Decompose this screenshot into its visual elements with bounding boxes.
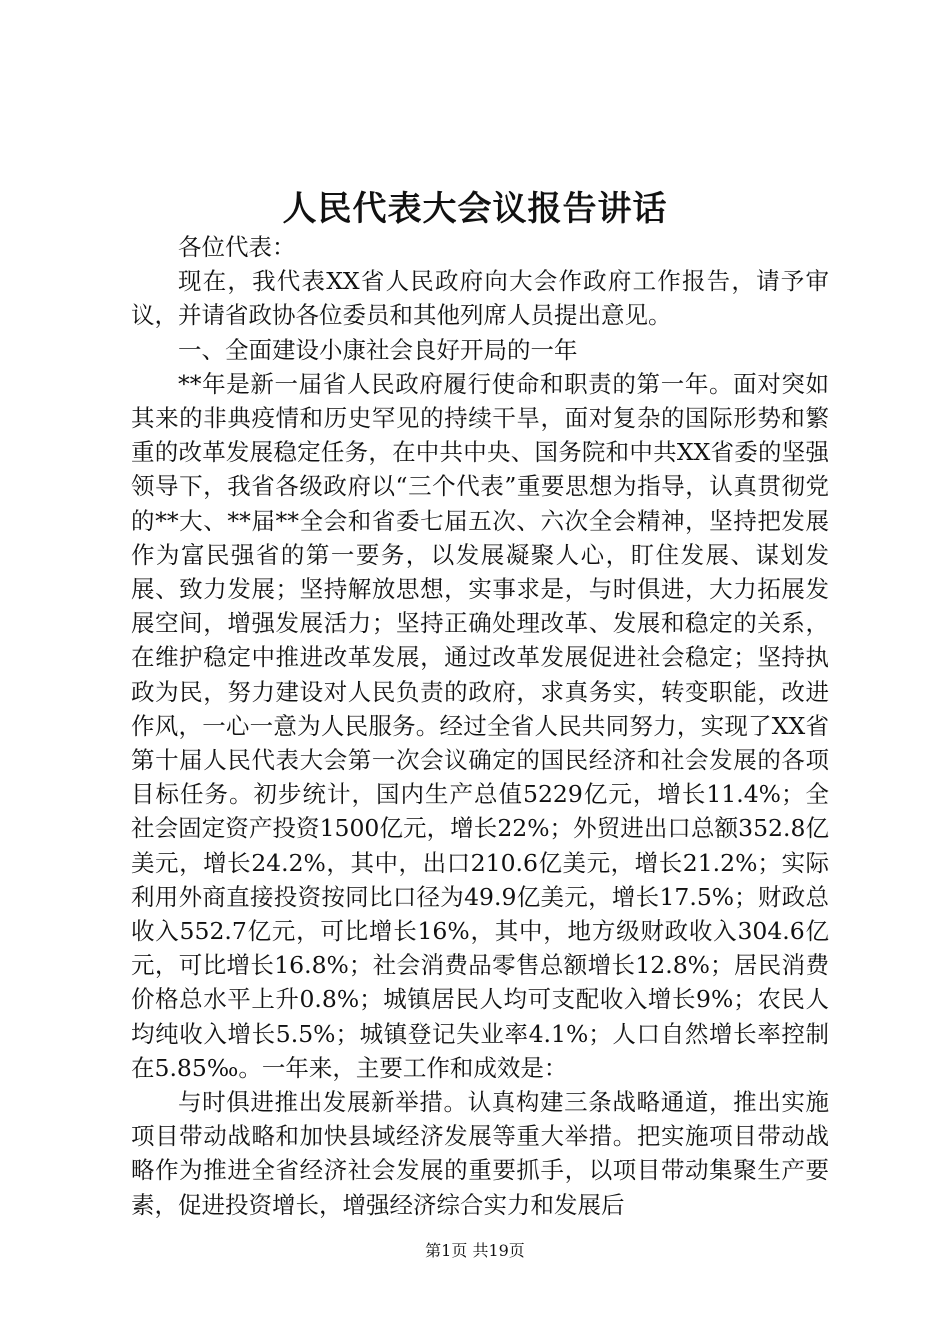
section-heading: 一、全面建设小康社会良好开局的一年 bbox=[178, 335, 578, 364]
review-paragraph: **年是新一届省人民政府履行使命和职责的第一年。面对突如其来的非典疫情和历史罕见的持续干旱，面对复杂的国际形势和繁重的改革发展稳定任务，在中共中央、国务院和中共XX省委的坚强领导下，我省各级政府以“三个代表”重要思想为指导，认真贯彻党的**大、**届**全会和省委七届五次、六次全会精神，坚持把发展作为富民强省的第一要务，以发展凝聚人心，盯住发展、谋划发展、致力发展；坚持解放思想，实事求是，与时俱进，大力拓展发展空间，增强发展活力；坚持正确处理改革、发展和稳定的关系，在维护稳定中推进改革发展，通过改革发展促进社会稳定；坚持执政为民，努力建设对人民负责的政府，求真务实，转变职能，改进作风，一心一意为人民服务。经过全省人民共同努力，实现了XX省第十届人民代表大会第一次会议确定的国民经济和社会发展的各项目标任务。初步统计，国内生产总值5229亿元，增长11.4%；全社会固定资产投资1500亿元，增长22%；外贸进出口总额352.8亿美元，增长24.2%，其中，出口210.6亿美元，增长21.2%；实际利用外商直接投资按同比口径为49.9亿美元，增长17.5%；财政总收入552.7亿元，可比增长16%，其中，地方级财政收入304.6亿元，可比增长16.8%；社会消费品零售总额增长12.8%；居民消费价格总水平上升0.8%；城镇居民人均可支配收入增长9%；农民人均纯收入增长5.5%；城镇登记失业率4.1%；人口自然增长率控制在5.85‰。一年来，主要工作和成效是： bbox=[131, 369, 829, 1082]
document-title: 人民代表大会议报告讲话 bbox=[282, 189, 668, 229]
intro-paragraph: 现在，我代表XX省人民政府向大会作政府工作报告，请予审议，并请省政协各位委员和其他列席人员提出意见。 bbox=[131, 267, 829, 330]
page-footer: 第1页 共19页 bbox=[425, 1241, 525, 1260]
salutation-paragraph: 各位代表： bbox=[178, 233, 296, 261]
document-body bbox=[131, 230, 829, 1222]
measures-paragraph: 与时俱进推出发展新举措。认真构建三条战略通道，推出实施项目带动战略和加快县域经济发展等重大举措。把实施项目带动战略作为推进全省经济社会发展的重要抓手，以项目带动集聚生产要素，促进投资增长，增强经济综合实力和发展后 bbox=[131, 1088, 829, 1219]
